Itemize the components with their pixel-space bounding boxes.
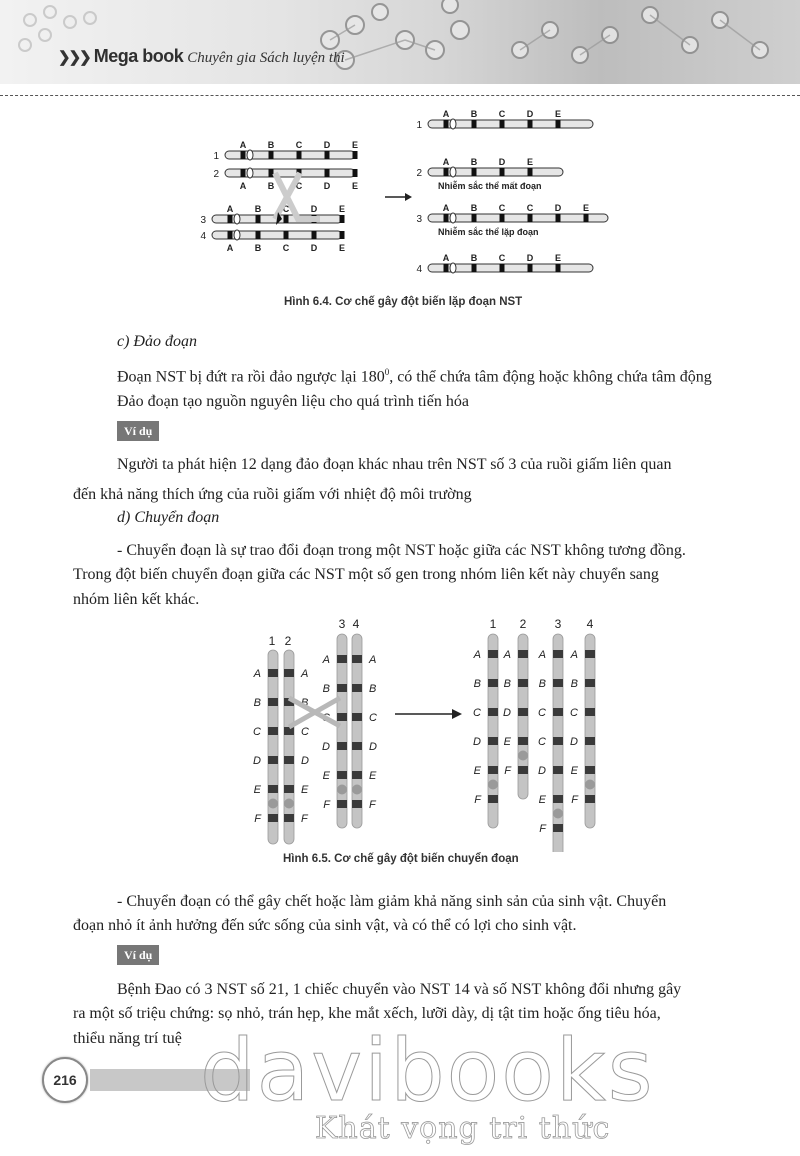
gene-band <box>584 214 589 222</box>
gene-label-A: A <box>239 140 247 150</box>
gene-label-F: F <box>571 794 578 806</box>
chromosome-3 <box>416 203 608 225</box>
page-header <box>0 0 800 84</box>
gene-label-D: D <box>498 157 506 167</box>
gene-band <box>585 679 595 687</box>
gene-label-E: E <box>369 770 377 782</box>
gene-label-C: C <box>538 707 546 719</box>
section-d-paragraph-line-3: nhóm liên kết khác. <box>73 591 200 608</box>
gene-label-D: D <box>369 741 377 753</box>
gene-label-A: A <box>226 243 234 253</box>
gene-band <box>528 264 533 272</box>
gene-label-E: E <box>538 794 546 806</box>
gene-band <box>268 669 278 677</box>
gene-label-D: D <box>473 736 481 748</box>
gene-label-F: F <box>369 799 376 811</box>
gene-label-A: A <box>226 204 234 214</box>
centromere <box>585 780 595 790</box>
gene-label-B: B <box>322 683 330 695</box>
chromosome-number: 2 <box>213 169 219 180</box>
gene-band <box>337 684 347 692</box>
gene-label-E: E <box>503 736 511 748</box>
gene-label-D: D <box>310 243 318 253</box>
gene-label-F: F <box>539 823 546 835</box>
chromosome-1 <box>473 634 498 828</box>
gene-label-C: C <box>369 712 377 724</box>
gene-band <box>284 231 289 239</box>
gene-label-B: B <box>301 697 309 709</box>
gene-label-E: E <box>526 157 534 167</box>
gene-label-E: E <box>351 140 359 150</box>
gene-band <box>528 214 533 222</box>
crossing-segment <box>289 698 340 727</box>
gene-label-C: C <box>295 140 303 150</box>
chromosome-number: 3 <box>338 617 346 631</box>
gene-band <box>488 708 498 716</box>
gene-label-C: C <box>498 203 506 213</box>
watermark-tagline: Khát vọng tri thức <box>315 1111 611 1146</box>
gene-label-B: B <box>470 109 478 119</box>
gene-band <box>241 169 246 177</box>
gene-label-A: A <box>538 649 546 661</box>
gene-label-D: D <box>526 253 534 263</box>
chromosome-4 <box>352 634 377 828</box>
figure-6-4-diagram <box>200 100 610 290</box>
gene-band <box>585 737 595 745</box>
gene-label-C: C <box>322 712 330 724</box>
gene-label-B: B <box>503 678 511 690</box>
section-d-example-line-1: Bệnh Đao có 3 NST số 21, 1 chiếc chuyển vào NST 14 và số NST không đổi nhưng gây <box>117 981 682 998</box>
centromere <box>450 213 456 223</box>
gene-label-B: B <box>254 204 262 214</box>
gene-label-A: A <box>239 181 247 191</box>
text-run: Đoạn NST bị đứt ra rồi đảo ngược lại 180 <box>117 368 385 386</box>
dna-decoration-icon <box>0 0 800 84</box>
gene-label-D: D <box>323 140 331 150</box>
section-c-heading: c) Đảo đoạn <box>117 333 197 350</box>
gene-band <box>284 756 294 764</box>
chromosome-number: 2 <box>519 617 527 631</box>
figure-6-4-caption: Hình 6.4. Cơ chế gây đột biến lặp đoạn NST <box>284 296 523 308</box>
centromere <box>450 263 456 273</box>
centromere <box>450 167 456 177</box>
gene-band <box>472 214 477 222</box>
gene-band <box>518 766 528 774</box>
gene-band <box>337 800 347 808</box>
gene-label-A: A <box>253 668 261 680</box>
chromosome-number: 3 <box>200 215 206 226</box>
gene-band <box>325 169 330 177</box>
gene-label-E: E <box>570 765 578 777</box>
centromere <box>284 799 294 809</box>
watermark-logo: davibooks <box>200 1021 655 1121</box>
gene-label-E: E <box>554 109 562 119</box>
text-run: , có thể chứa tâm động hoặc không chứa tâm động <box>389 368 712 386</box>
chromosome-body <box>337 634 347 828</box>
centromere <box>450 119 456 129</box>
chromosome-3 <box>322 634 347 828</box>
gene-band <box>472 264 477 272</box>
gene-label-F: F <box>301 813 308 825</box>
gene-label-A: A <box>301 668 309 680</box>
chromosome-1 <box>253 650 278 844</box>
gene-label-B: B <box>470 203 478 213</box>
arrow-head-icon <box>452 709 462 719</box>
chromosome-number: 3 <box>416 214 422 225</box>
gene-label-B: B <box>254 243 262 253</box>
gene-label-A: A <box>322 654 330 666</box>
centromere <box>247 150 253 160</box>
gene-band <box>585 766 595 774</box>
gene-band <box>585 708 595 716</box>
gene-band <box>284 669 294 677</box>
gene-label-B: B <box>570 678 578 690</box>
gene-band <box>284 785 294 793</box>
gene-band <box>297 151 302 159</box>
gene-label-E: E <box>301 784 309 796</box>
header-divider <box>0 95 800 96</box>
chromosome-number: 1 <box>268 634 276 648</box>
gene-band <box>518 679 528 687</box>
gene-label-D: D <box>310 204 318 214</box>
chromosome-2 <box>284 650 309 844</box>
gene-band <box>488 650 498 658</box>
gene-band <box>528 120 533 128</box>
centromere <box>352 785 362 795</box>
gene-label-F: F <box>474 794 481 806</box>
gene-label-B: B <box>538 678 546 690</box>
gene-label-A: A <box>369 654 377 666</box>
gene-band <box>353 151 358 159</box>
gene-band <box>444 264 449 272</box>
chromosome-number: 4 <box>586 617 594 631</box>
gene-band <box>488 766 498 774</box>
example-tag: Ví dụ <box>117 945 159 965</box>
gene-band <box>518 708 528 716</box>
chromosome-1 <box>416 109 593 131</box>
section-d-heading: d) Chuyển đoạn <box>117 509 220 526</box>
gene-band <box>556 214 561 222</box>
chromosome-number: 2 <box>284 634 292 648</box>
gene-band <box>337 655 347 663</box>
gene-label-D: D <box>570 736 578 748</box>
chromosome-2 <box>416 157 563 179</box>
gene-band <box>352 800 362 808</box>
chromosome-note: Nhiễm sắc thể mất đoạn <box>438 181 542 191</box>
chromosome-2 <box>503 634 528 799</box>
gene-band <box>353 169 358 177</box>
gene-band <box>488 679 498 687</box>
gene-band <box>337 713 347 721</box>
chromosome-number: 1 <box>213 151 219 162</box>
brand-logo-icon: ❯❯❯ <box>58 49 90 66</box>
chromosome-number: 1 <box>416 120 422 131</box>
gene-label-B: B <box>267 181 275 191</box>
gene-band <box>228 231 233 239</box>
chromosome-number: 2 <box>416 168 422 179</box>
section-d-paragraph-line-2: Trong đột biến chuyển đoạn giữa các NST một số gen trong nhóm liên kết này chuyển sang <box>73 566 659 583</box>
section-d-paragraph-line-1: - Chuyển đoạn là sự trao đổi đoạn trong một NST hoặc giữa các NST không tương đồng. <box>117 542 686 559</box>
gene-label-C: C <box>473 707 481 719</box>
gene-label-D: D <box>323 181 331 191</box>
degree-superscript: 0 <box>384 367 390 377</box>
chromosome-number: 1 <box>489 617 497 631</box>
section-d-paragraph2-line-1: - Chuyển đoạn có thể gây chết hoặc làm giảm khả năng sinh sản của sinh vật. Chuyển <box>117 893 667 910</box>
gene-band <box>472 120 477 128</box>
gene-label-B: B <box>470 157 478 167</box>
gene-band <box>500 120 505 128</box>
chromosome-note: Nhiễm sắc thể lặp đoạn <box>438 227 539 237</box>
section-d-example-line-2: ra một số triệu chứng: sọ nhỏ, trán hẹp, khe mắt xếch, lưỡi dày, dị tật tim hoặc ống tiêu hóa, <box>73 1005 661 1022</box>
gene-band <box>241 151 246 159</box>
gene-label-E: E <box>322 770 330 782</box>
gene-band <box>585 650 595 658</box>
gene-label-F: F <box>323 799 330 811</box>
gene-band <box>500 168 505 176</box>
gene-band <box>352 742 362 750</box>
gene-band <box>488 737 498 745</box>
gene-label-C: C <box>498 253 506 263</box>
gene-label-B: B <box>470 253 478 263</box>
centromere <box>234 214 240 224</box>
gene-band <box>284 727 294 735</box>
centromere <box>247 168 253 178</box>
gene-label-A: A <box>442 253 450 263</box>
figure-6-5-diagram <box>240 612 610 852</box>
figure-6-5-caption: Hình 6.5. Cơ chế gây đột biến chuyển đoạn <box>283 853 519 865</box>
gene-band <box>500 264 505 272</box>
gene-band <box>268 814 278 822</box>
gene-band <box>268 785 278 793</box>
centromere <box>488 780 498 790</box>
gene-band <box>352 655 362 663</box>
gene-band <box>472 168 477 176</box>
chromosome-4 <box>416 253 593 275</box>
gene-label-C: C <box>526 203 534 213</box>
chromosome-number: 3 <box>554 617 562 631</box>
gene-band <box>268 698 278 706</box>
centromere <box>553 809 563 819</box>
gene-label-D: D <box>538 765 546 777</box>
chromosome-3 <box>538 634 563 852</box>
gene-band <box>337 771 347 779</box>
gene-band <box>268 756 278 764</box>
centromere <box>518 751 528 761</box>
gene-label-B: B <box>473 678 481 690</box>
gene-label-C: C <box>282 204 290 214</box>
gene-label-C: C <box>538 736 546 748</box>
brand-tagline: Chuyên gia Sách luyện thi <box>187 50 345 66</box>
gene-label-A: A <box>442 109 450 119</box>
gene-band <box>556 264 561 272</box>
chromosome-body <box>518 634 528 799</box>
gene-band <box>228 215 233 223</box>
gene-label-C: C <box>570 707 578 719</box>
page-number: 216 <box>42 1057 88 1103</box>
gene-band <box>284 215 289 223</box>
gene-label-E: E <box>253 784 261 796</box>
section-d-example-line-3: thiểu năng trí tuệ <box>73 1030 182 1047</box>
gene-label-D: D <box>526 109 534 119</box>
gene-label-B: B <box>253 697 261 709</box>
gene-band <box>256 215 261 223</box>
gene-label-D: D <box>503 707 511 719</box>
gene-band <box>528 168 533 176</box>
gene-label-A: A <box>473 649 481 661</box>
gene-band <box>444 120 449 128</box>
gene-band <box>268 727 278 735</box>
gene-band <box>444 168 449 176</box>
gene-label-F: F <box>504 765 511 777</box>
gene-band <box>518 650 528 658</box>
gene-band <box>553 650 563 658</box>
section-c-example-line-2: đến khả năng thích ứng của ruồi giấm với nhiệt độ môi trường <box>73 486 472 503</box>
chromosome-1 <box>213 140 358 162</box>
section-c-example-line-1: Người ta phát hiện 12 dạng đảo đoạn khác nhau trên NST số 3 của ruồi giấm liên quan <box>117 456 672 473</box>
gene-label-C: C <box>295 181 303 191</box>
gene-band <box>488 795 498 803</box>
gene-label-E: E <box>338 204 346 214</box>
gene-band <box>284 814 294 822</box>
gene-band <box>256 231 261 239</box>
gene-label-C: C <box>301 726 309 738</box>
gene-band <box>312 231 317 239</box>
gene-band <box>553 766 563 774</box>
gene-label-C: C <box>282 243 290 253</box>
gene-band <box>553 708 563 716</box>
centromere <box>337 785 347 795</box>
gene-label-C: C <box>498 109 506 119</box>
gene-label-F: F <box>254 813 261 825</box>
gene-band <box>556 120 561 128</box>
gene-label-C: C <box>253 726 261 738</box>
chromosome-number: 4 <box>416 264 422 275</box>
gene-label-D: D <box>322 741 330 753</box>
chromosome-2 <box>213 168 358 191</box>
gene-label-D: D <box>253 755 261 767</box>
gene-label-B: B <box>267 140 275 150</box>
gene-band <box>340 231 345 239</box>
gene-label-E: E <box>473 765 481 777</box>
gene-band <box>269 151 274 159</box>
gene-label-B: B <box>369 683 377 695</box>
chromosome-3 <box>200 204 345 226</box>
chromosome-4 <box>570 634 595 828</box>
gene-band <box>352 713 362 721</box>
gene-band <box>553 824 563 832</box>
section-d-paragraph2-line-2: đoạn nhỏ ít ảnh hưởng đến sức sống của sinh vật, và có thể có lợi cho sinh vật. <box>73 917 577 934</box>
gene-band <box>352 684 362 692</box>
gene-label-E: E <box>554 253 562 263</box>
brand-name: Mega book <box>93 46 184 66</box>
gene-label-A: A <box>570 649 578 661</box>
example-tag: Ví dụ <box>117 421 159 441</box>
gene-label-A: A <box>442 203 450 213</box>
chromosome-number: 4 <box>352 617 360 631</box>
gene-band <box>553 795 563 803</box>
gene-label-E: E <box>338 243 346 253</box>
gene-label-A: A <box>442 157 450 167</box>
arrow-head-icon <box>405 193 412 201</box>
chromosome-number: 4 <box>200 231 206 242</box>
gene-band <box>337 742 347 750</box>
gene-label-A: A <box>503 649 511 661</box>
gene-band <box>325 151 330 159</box>
gene-label-E: E <box>582 203 590 213</box>
gene-band <box>352 771 362 779</box>
centromere <box>268 799 278 809</box>
gene-label-D: D <box>554 203 562 213</box>
gene-band <box>553 679 563 687</box>
brand <box>58 46 345 67</box>
gene-band <box>518 737 528 745</box>
chromosome-body <box>352 634 362 828</box>
gene-band <box>340 215 345 223</box>
gene-band <box>269 169 274 177</box>
gene-band <box>553 737 563 745</box>
gene-band <box>444 214 449 222</box>
gene-band <box>500 214 505 222</box>
centromere <box>234 230 240 240</box>
section-c-paragraph-2: Đảo đoạn tạo nguồn nguyên liệu cho quá trình tiến hóa <box>117 393 469 410</box>
gene-label-D: D <box>301 755 309 767</box>
gene-label-E: E <box>351 181 359 191</box>
gene-band <box>585 795 595 803</box>
chromosome-4 <box>200 230 345 253</box>
